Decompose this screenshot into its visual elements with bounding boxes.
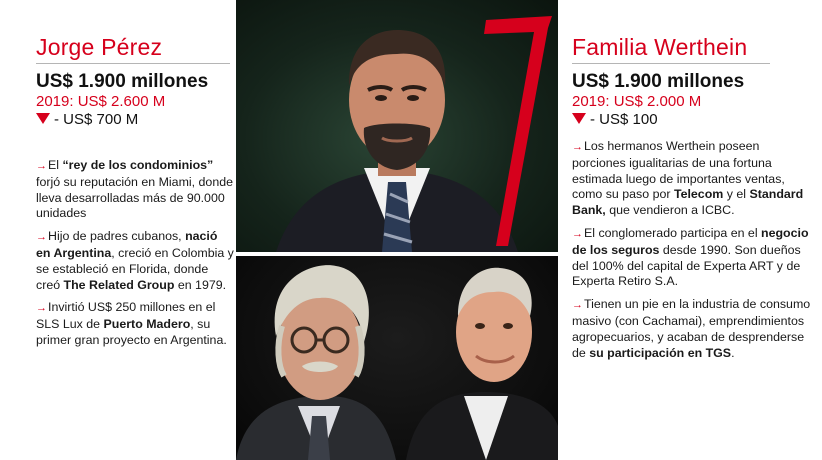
right-delta-value: - US$ 100 [590,111,658,128]
left-bullet-item [36,158,234,222]
arrow-right-icon: → [572,227,583,240]
left-profile [36,0,236,356]
bullet-bold-text: Standard Bank, [572,187,804,218]
bullet-text: . [731,345,735,360]
right-bullet-item [572,297,814,361]
right-previous-amount: 2019: US$ 2.000 M [572,93,702,110]
right-delta [572,110,812,129]
bullet-text: , su primer gran proyecto en Argentina. [36,317,227,347]
left-divider [36,63,230,64]
bullet-bold-text: negocio de los seguros [572,225,809,257]
bullet-bold-text: Puerto Madero [103,317,191,332]
right-bullet-item [572,226,814,290]
down-triangle-icon [36,113,50,124]
right-profile [572,0,812,368]
bullet-bold-text: “rey de los condominios” [62,158,214,172]
right-bullet-list [572,139,814,361]
bullet-text: Hijo de padres cubanos, [48,229,186,244]
bullet-bold-text: nació en Argentina [36,229,218,260]
left-delta-value: - US$ 700 M [54,111,139,128]
bullet-text: en 1979. [174,277,227,292]
left-bullet-list [36,158,234,349]
bullet-bold-text: The Related Group [63,277,175,292]
bullet-text: Los hermanos Werthein poseen porciones igualitarias de una fortuna estimada luego de importantes ventas, como su paso por [572,139,785,202]
bullet-text: y el [723,187,750,202]
bullet-bold-text: su participación en TGS [589,345,732,360]
bullet-text: forjó su reputación en Miami, donde lleva desarrolladas más de 90.000 unidades [36,174,233,221]
left-delta [36,110,236,129]
bullet-text: Tienen un pie en la industria de consumo masivo (con Cachamai), emprendimientos agropecuarios, y acaban de desprenderse de [572,297,811,360]
rank-seven-graphic [480,14,552,246]
bullet-text: Invirtió US$ 250 millones en el SLS Lux de [36,300,216,332]
left-previous-amount: 2019: US$ 2.600 M [36,93,166,110]
left-bullet-item [36,300,234,348]
right-divider [572,63,770,64]
portrait-illustration-bottom [236,256,558,460]
left-amount: US$ 1.900 millones [36,71,209,92]
down-triangle-icon [572,113,586,124]
bullet-text: El conglomerado participa en el [584,225,762,240]
arrow-right-icon: → [36,160,47,172]
left-bullet-item [36,229,234,293]
arrow-right-icon: → [36,231,47,244]
arrow-right-icon: → [572,141,583,153]
bullet-bold-text: Telecom [673,187,724,202]
bullet-text: , creció en Colombia y se estableció en Florida, donde creó [36,245,234,292]
arrow-right-icon: → [36,302,47,315]
left-name: Jorge Pérez [36,34,163,60]
bullet-text: desde 1990. Son dueños del 100% del capital de Experta ART y de Experta Retiro S.A. [572,242,801,289]
arrow-right-icon: → [572,299,583,312]
portrait-photo-werthein-brothers [236,256,558,460]
right-bullet-item [572,139,814,219]
bullet-text: que vendieron a ICBC. [605,203,735,218]
right-amount: US$ 1.900 millones [572,71,745,92]
bullet-text: El [48,158,63,172]
right-name: Familia Werthein [572,34,748,60]
